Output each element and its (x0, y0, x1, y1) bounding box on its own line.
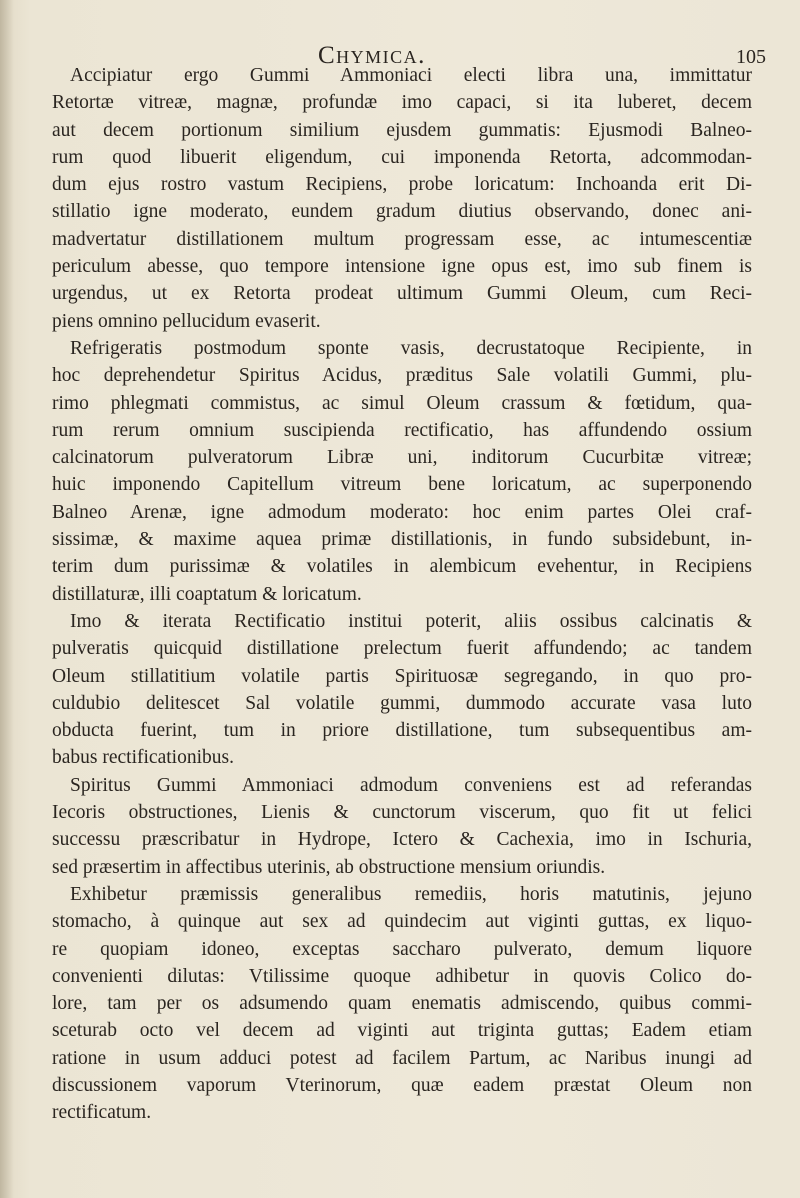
text-line: pulveratis quicquid distillatione prelectum fuerit affundendo; ac tandem (52, 638, 752, 660)
body-text (52, 62, 752, 1127)
text-line: obducta fuerint, tum in priore distillatione, tum subsequentibus am- (52, 720, 752, 742)
page-number: 105 (736, 46, 766, 68)
text-line: stomacho, à quinque aut sex ad quindecim aut viginti guttas, ex liquo- (52, 911, 752, 933)
text-line: stillatio igne moderato, eundem gradum diutius observando, donec ani- (52, 201, 752, 223)
running-head: Chymica. (318, 42, 426, 69)
text-line: discussionem vaporum Vterinorum, quæ eadem præstat Oleum non (52, 1074, 752, 1096)
text-line: convenienti dilutas: Vtilissime quoque adhibetur in quovis Colico do- (52, 965, 752, 987)
text-line: madvertatur distillationem multum progressam esse, ac intumescentiæ (52, 228, 752, 250)
text-line: terim dum purissimæ & volatiles in alembicum evehentur, in Recipiens (52, 556, 752, 578)
text-line: urgendus, ut ex Retorta prodeat ultimum Gummi Oleum, cum Reci- (52, 283, 752, 305)
text-line: sed præsertim in affectibus uterinis, ab obstructione mensium oriundis. (52, 856, 606, 878)
text-line: lore, tam per os adsumendo quam enematis admiscendo, quibus commi- (52, 993, 752, 1015)
text-line: sceturab octo vel decem ad viginti aut triginta guttas; Eadem etiam (52, 1020, 752, 1042)
text-line: Oleum stillatitium volatile partis Spirituosæ segregando, in quo pro- (52, 665, 752, 687)
text-line: rum rerum omnium suscipienda rectificatio, has affundendo ossium (52, 419, 752, 441)
text-line: aut decem portionum similium ejusdem gummatis: Ejusmodi Balneo- (52, 119, 752, 141)
text-line: Refrigeratis postmodum sponte vasis, decrustatoque Recipiente, in (70, 337, 752, 359)
text-line: calcinatorum pulveratorum Libræ uni, inditorum Cucurbitæ vitreæ; (52, 447, 752, 469)
text-line: periculum abesse, quo tempore intensione igne opus est, imo sub finem is (52, 256, 752, 278)
text-line: ratione in usum adduci potest ad facilem Partum, ac Naribus inungi ad (52, 1047, 752, 1069)
text-line: rimo phlegmati commistus, ac simul Oleum crassum & fœtidum, qua- (52, 392, 752, 414)
text-line: Exhibetur præmissis generalibus remediis, horis matutinis, jejuno (70, 883, 752, 905)
text-line: Balneo Arenæ, igne admodum moderato: hoc enim partes Olei craf- (52, 501, 752, 523)
text-line: dum ejus rostro vastum Recipiens, probe loricatum: Inchoanda erit Di- (52, 174, 752, 196)
text-line: culdubio delitescet Sal volatile gummi, dummodo accurate vasa luto (52, 692, 752, 714)
text-line: distillaturæ, illi coaptatum & loricatum. (52, 583, 362, 605)
text-line: re quopiam idoneo, exceptas saccharo pulverato, demum liquore (52, 938, 752, 960)
text-line: Iecoris obstructiones, Lienis & cunctorum viscerum, quo fit ut felici (52, 802, 752, 824)
spine-shadow (0, 0, 14, 1198)
text-line: hoc deprehendetur Spiritus Acidus, præditus Sale volatili Gummi, plu- (52, 365, 752, 387)
text-line: rum quod libuerit eligendum, cui imponenda Retorta, adcommodan- (52, 146, 752, 168)
text-line: babus rectificationibus. (52, 747, 234, 769)
text-line: Imo & iterata Rectificatio institui poterit, aliis ossibus calcinatis & (70, 610, 752, 632)
text-line: sissimæ, & maxime aquea primæ distillationis, in fundo subsidebunt, in- (52, 529, 752, 551)
text-line: Spiritus Gummi Ammoniaci admodum conveniens est ad referandas (70, 774, 752, 796)
text-line: Accipiatur ergo Gummi Ammoniaci electi libra una, immittatur (70, 65, 752, 86)
text-line: huic imponendo Capitellum vitreum bene loricatum, ac superponendo (52, 474, 752, 496)
text-line: rectificatum. (52, 1102, 152, 1124)
text-line: piens omnino pellucidum evaserit. (52, 310, 321, 332)
text-line: Retortæ vitreæ, magnæ, profundæ imo capaci, si ita luberet, decem (52, 92, 752, 114)
text-line: successu præscribatur in Hydrope, Ictero & Cachexia, imo in Ischuria, (52, 829, 752, 851)
